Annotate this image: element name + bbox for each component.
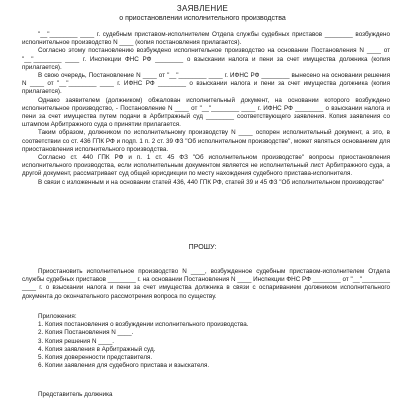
body-paragraph: "__"________ ____ г. судебным приставом-исполнителем Отдела службы судебных приставов ________ возбуждено исполнительное производство N ____ (копия постановления прилагается).	[22, 31, 390, 47]
document-body	[22, 31, 390, 187]
attachment-item: 6. Копии заявления для судебного пристава и взыскателя.	[38, 362, 210, 370]
request-text: Приостановить исполнительное производство N ____, возбужденное судебным приставом-исполнителем Отдела службы судебных приставов ________ г. на основании Постановления N ____ Инспекции ФНС РФ ________ от "__"________ ____ г. о взыскании налога и пени за счет имущества должника в связи с оспариванием должником исполнительного документа до окончательного рассмотрения вопроса по существу.	[22, 268, 390, 300]
attachment-item: 1. Копия постановления о возбуждении исполнительного производства.	[38, 321, 249, 329]
body-paragraph: Таким образом, должником по исполнительному производству N ____ оспорен исполнительный документ, а это, в соответствии со ст. 436 ГПК РФ и подп. 1 п. 2 ст. 39 ФЗ "Об исполнительном производстве", может являться основанием для приостановления исполнительного производства.	[22, 129, 390, 153]
attachments-label: Приложения:	[38, 313, 77, 320]
body-paragraph: Согласно этому постановлению возбуждено исполнительное производство на основании Постановления N ____ от "__"________ ____ г. Инспекции ФНС РФ ________ о взыскании налога и пени за счет имущества должника (копия прилагается).	[22, 47, 390, 71]
document-subtitle: о приостановлении исполнительного производства	[119, 15, 286, 22]
attachments-list	[38, 321, 378, 370]
request-section	[22, 268, 390, 301]
attachment-item: 2. Копия Постановления N ____.	[38, 329, 134, 337]
attachments-section	[38, 313, 378, 370]
body-paragraph: Согласно ст. 440 ГПК РФ и п. 1 ст. 45 ФЗ "Об исполнительном производстве" вопросы приостановления исполнительного производства, если исполнительным документом является не исполнительный лист Арбитражного суда, а другой документ, рассматривает суд общей юрисдикции по месту нахождения судебного пристава-исполнителя.	[22, 154, 390, 178]
attachment-item: 5. Копия доверенности представителя.	[38, 354, 153, 362]
request-heading: ПРОШУ:	[188, 244, 217, 251]
document-title: ЗАЯВЛЕНИЕ	[176, 4, 229, 13]
signature-line: Представитель должника	[38, 391, 113, 398]
body-paragraph: В свою очередь, Постановление N ____ от "__"________ ____ г. ИФНС РФ ________ вынесено на основании решения N ____ от "__"________ ____ г. ИФНС РФ ________ о взыскании налога и пени за счет имущества должника (копия прилагается).	[22, 72, 390, 96]
attachment-item: 3. Копия решения N ____.	[38, 337, 115, 345]
attachment-item: 4. Копия заявления в Арбитражный суд.	[38, 345, 156, 353]
body-paragraph: В связи с изложенным и на основании статей 436, 440 ГПК РФ, статей 39 и 45 ФЗ "Об исполнительном производстве"	[38, 178, 385, 186]
body-paragraph: Однако заявителем (должником) обжалован исполнительный документ, на основании которого возбуждено исполнительное производство, - Постановление N ____ от "__"________ ____ г. ИФНС РФ ________ о взыскании налога и пени за счет имущества путем подачи в Арбитражный суд ________ соответствующего заявления. Копия заявления со штампом Арбитражного суда о принятии прилагается.	[22, 96, 390, 129]
